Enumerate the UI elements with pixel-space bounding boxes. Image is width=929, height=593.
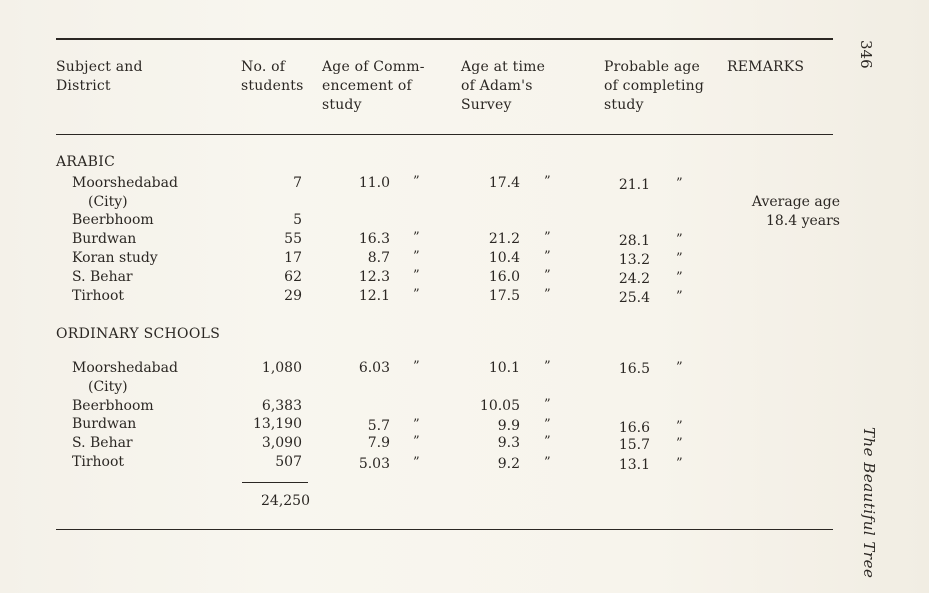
bottom-rule <box>56 529 833 530</box>
commencement-value: 11.0 <box>358 175 390 191</box>
ditto-mark: ” <box>544 417 551 432</box>
ditto-mark: ” <box>544 397 551 412</box>
ditto-mark: ” <box>413 230 420 245</box>
district-name: Beerbhoom <box>72 398 154 414</box>
ditto-mark: ” <box>676 251 683 266</box>
ditto-mark: ” <box>676 419 683 434</box>
remark-average-age: Average age 18.4 years <box>751 194 840 229</box>
students-value: 507 <box>275 454 302 470</box>
ditto-mark: ” <box>676 456 683 471</box>
ditto-mark: ” <box>413 249 420 264</box>
ditto-mark: ” <box>413 417 420 432</box>
section-title-arabic: ARABIC <box>56 154 116 170</box>
survey-value: 10.05 <box>479 398 520 414</box>
ditto-mark: ” <box>544 287 551 302</box>
students-value: 29 <box>284 288 302 304</box>
ditto-mark: ” <box>544 359 551 374</box>
district-name-line2: (City) <box>88 194 128 210</box>
ditto-mark: ” <box>676 436 683 451</box>
ditto-mark: ” <box>413 434 420 449</box>
commencement-value: 12.1 <box>358 288 390 304</box>
commencement-value: 8.7 <box>367 250 390 266</box>
district-name: Beerbhoom <box>72 212 154 228</box>
survey-value: 17.4 <box>488 175 520 191</box>
completing-value: 24.2 <box>618 271 650 287</box>
completing-value: 13.1 <box>618 457 650 473</box>
ditto-mark: ” <box>544 249 551 264</box>
ditto-mark: ” <box>676 176 683 191</box>
completing-value: 13.2 <box>618 252 650 268</box>
header-commencement: Age of Comm- encement of study <box>322 59 425 113</box>
ditto-mark: ” <box>413 455 420 470</box>
district-name: Moorshedabad <box>72 175 178 191</box>
commencement-value: 5.03 <box>358 456 390 472</box>
commencement-value: 5.7 <box>367 418 390 434</box>
survey-value: 9.9 <box>497 418 520 434</box>
completing-value: 25.4 <box>618 290 650 306</box>
ditto-mark: ” <box>544 455 551 470</box>
header-survey: Age at time of Adam's Survey <box>461 59 546 113</box>
completing-value: 21.1 <box>618 177 650 193</box>
commencement-value: 12.3 <box>358 269 390 285</box>
survey-value: 10.4 <box>488 250 520 266</box>
ditto-mark: ” <box>544 174 551 189</box>
district-name: Burdwan <box>72 416 137 432</box>
section-title-ordinary-schools: ORDINARY SCHOOLS <box>56 326 221 342</box>
students-value: 62 <box>284 269 302 285</box>
ditto-mark: ” <box>676 289 683 304</box>
ditto-mark: ” <box>413 174 420 189</box>
ditto-mark: ” <box>544 268 551 283</box>
survey-value: 17.5 <box>488 288 520 304</box>
completing-value: 16.5 <box>618 361 650 377</box>
district-name-line2: (City) <box>88 379 128 395</box>
ditto-mark: ” <box>413 287 420 302</box>
students-value: 55 <box>284 231 302 247</box>
ditto-mark: ” <box>413 268 420 283</box>
district-name: S. Behar <box>72 435 133 451</box>
header-remarks: REMARKS <box>727 59 805 75</box>
district-name: Tirhoot <box>72 454 125 470</box>
top-rule <box>56 38 833 40</box>
district-name: S. Behar <box>72 269 133 285</box>
completing-value: 16.6 <box>618 420 650 436</box>
survey-value: 16.0 <box>488 269 520 285</box>
running-title: The Beautiful Tree <box>860 427 878 579</box>
district-name: Tirhoot <box>72 288 125 304</box>
students-value: 17 <box>284 250 302 266</box>
ditto-mark: ” <box>676 232 683 247</box>
survey-value: 21.2 <box>488 231 520 247</box>
header-completing: Probable age of completing study <box>604 59 705 113</box>
students-value: 6,383 <box>261 398 302 414</box>
district-name: Moorshedabad <box>72 360 178 376</box>
commencement-value: 6.03 <box>358 360 390 376</box>
students-value: 13,190 <box>253 416 302 432</box>
students-total: 24,250 <box>261 493 310 509</box>
commencement-value: 7.9 <box>367 435 390 451</box>
survey-value: 10.1 <box>488 360 520 376</box>
district-name: Koran study <box>72 250 158 266</box>
page-number: 346 <box>857 40 875 69</box>
ditto-mark: ” <box>413 359 420 374</box>
survey-value: 9.2 <box>497 456 520 472</box>
commencement-value: 16.3 <box>358 231 390 247</box>
survey-value: 9.3 <box>497 435 520 451</box>
students-value: 3,090 <box>261 435 302 451</box>
students-value: 7 <box>293 175 302 191</box>
header-students: No. of students <box>241 59 304 94</box>
students-value: 5 <box>293 212 302 228</box>
students-value: 1,080 <box>261 360 302 376</box>
ditto-mark: ” <box>544 230 551 245</box>
header-subject: Subject and District <box>56 59 143 94</box>
completing-value: 15.7 <box>618 437 650 453</box>
completing-value: 28.1 <box>618 233 650 249</box>
district-name: Burdwan <box>72 231 137 247</box>
header-rule <box>56 134 833 135</box>
total-rule <box>242 482 308 483</box>
ditto-mark: ” <box>676 360 683 375</box>
ditto-mark: ” <box>676 270 683 285</box>
ditto-mark: ” <box>544 434 551 449</box>
